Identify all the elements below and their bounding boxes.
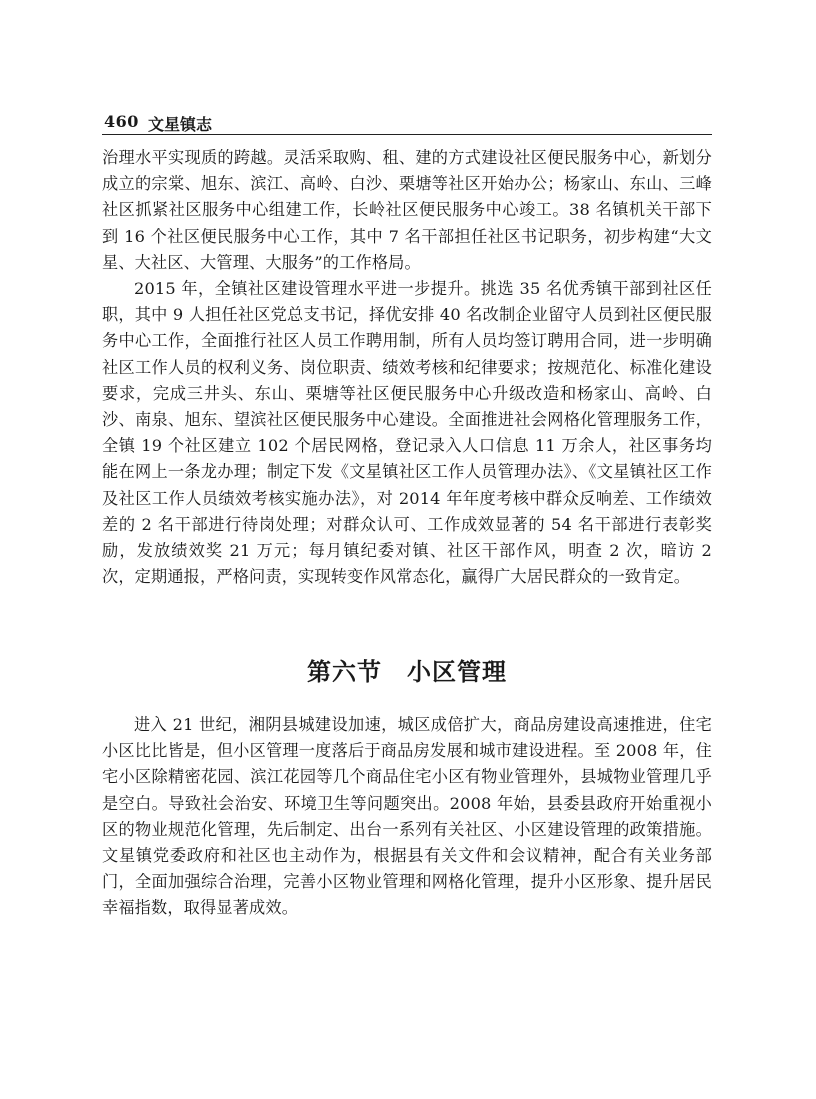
page-number: 460 <box>104 112 139 131</box>
body-text-top <box>102 145 712 590</box>
running-header <box>102 112 712 135</box>
body-text-bottom <box>102 712 712 922</box>
paragraph-community-management: 进入 21 世纪，湘阴县城建设加速，城区成倍扩大，商品房建设高速推进，住宅小区比比皆是，但小区管理一度落后于商品房发展和城市建设进程。至 2008 年，住宅小区除精密花园、滨江花园等几个商品住宅小区有物业管理外，县城物业管理几乎是空白。导致社会治安、环境卫生等问题突出。2008 年始，县委县政府开始重视小区的物业规范化管理，先后制定、出台一系列有关社区、小区建设管理的政策措施。文星镇党委政府和社区也主动作为，根据县有关文件和会议精神，配合有关业务部门，全面加强综合治理，完善小区物业管理和网格化管理，提升小区形象、提升居民幸福指数，取得显著成效。 <box>102 715 712 918</box>
book-title: 文星镇志 <box>148 115 213 134</box>
paragraph-continuation: 治理水平实现质的跨越。灵活采取购、租、建的方式建设社区便民服务中心，新划分成立的宗棠、旭东、滨江、高岭、白沙、栗塘等社区开始办公；杨家山、东山、三峰社区抓紧社区服务中心组建工作，长岭社区便民服务中心竣工。38 名镇机关干部下到 16 个社区便民服务中心工作，其中 7 名干部担任社区书记职务，初步构建“大文星、大社区、大管理、大服务”的工作格局。 <box>102 148 712 272</box>
paragraph-2015: 2015 年，全镇社区建设管理水平进一步提升。挑选 35 名优秀镇干部到社区任职，其中 9 人担任社区党总支书记，择优安排 40 名改制企业留守人员到社区便民服务中心工作，全面推行社区人员工作聘用制，所有人员均签订聘用合同，进一步明确社区工作人员的权利义务、岗位职责、绩效考核和纪律要求；按规范化、标准化建设要求，完成三井头、东山、栗塘等社区便民服务中心升级改造和杨家山、高岭、白沙、南泉、旭东、望滨社区便民服务中心建设。全面推进社会网格化管理服务工作，全镇 19 个社区建立 102 个居民网格，登记录入人口信息 11 万余人，社区事务均能在网上一条龙办理；制定下发《文星镇社区工作人员管理办法》、《文星镇社区工作及社区工作人员绩效考核实施办法》，对 2014 年年度考核中群众反响差、工作绩效差的 2 名干部进行待岗处理；对群众认可、工作成效显著的 54 名干部进行表彰奖励，发放绩效奖 21 万元；每月镇纪委对镇、社区干部作风，明查 2 次，暗访 2 次，定期通报，严格问责，实现转变作风常态化，赢得广大居民群众的一致肯定。 <box>102 279 712 587</box>
section-title: 第六节 小区管理 <box>307 658 507 686</box>
